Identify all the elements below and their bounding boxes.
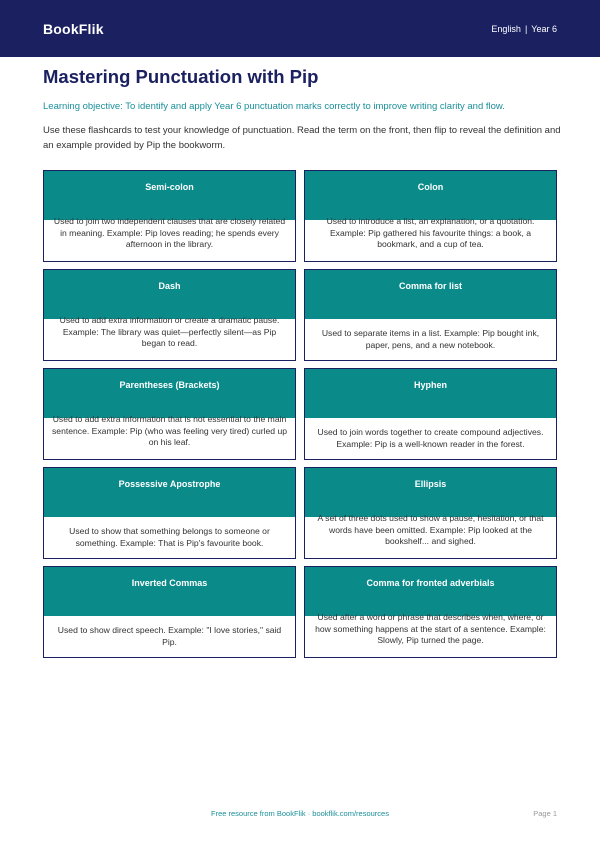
flashcard-possessive-apostrophe[interactable] <box>43 467 296 559</box>
header-bar <box>0 0 600 57</box>
flashcard-definition <box>44 616 295 657</box>
meta-separator: | <box>524 23 528 34</box>
definition-text: A set of three dots used to show a pause, hesitation, or that words have been omitted. Example: Pip looked at the bookshelf... and sighed. <box>317 513 544 546</box>
definition-text: Used to show that something belongs to someone or something. Example: That is Pip's favourite book. <box>69 526 270 548</box>
flashcard-term: Parentheses (Brackets) <box>44 369 295 418</box>
flashcard-definition <box>305 513 556 558</box>
flashcard-term: Comma for fronted adverbials <box>305 567 556 616</box>
flashcard-comma-fronted-adverbials[interactable] <box>304 566 557 658</box>
flashcard-term: Semi-colon <box>44 171 295 220</box>
flashcard-term: Possessive Apostrophe <box>44 468 295 517</box>
definition-text: Used to introduce a list, an explanation, or a quotation. Example: Pip gathered his favourite things: a book, a bookmark, and a cup of tea. <box>326 216 535 249</box>
definition-text: Used after a word or phrase that describes when, where, or how something happens at the start of a sentence. Example: Slowly, Pip turned the page. <box>315 612 546 645</box>
flashcard-definition <box>44 216 295 261</box>
flashcard-definition <box>305 612 556 657</box>
year-label: Year 6 <box>531 23 557 34</box>
page-title: Mastering Punctuation with Pip <box>43 66 319 87</box>
definition-text: Used to join words together to create compound adjectives. Example: Pip is a well-known reader in the forest. <box>317 427 544 449</box>
definition-text: Used to show direct speech. Example: "I love stories," said Pip. <box>57 625 282 647</box>
flashcard-definition <box>305 216 556 261</box>
flashcard-term: Comma for list <box>305 270 556 319</box>
intro-text: Use these flashcards to test your knowledge of punctuation. Read the term on the front, then flip to reveal the definition and an example provided by Pip the bookworm. <box>43 125 561 151</box>
flashcard-semi-colon[interactable] <box>43 170 296 262</box>
flashcard-term: Ellipsis <box>305 468 556 517</box>
flashcard-definition <box>305 319 556 360</box>
definition-text: Used to join two independent clauses that are closely related in meaning. Example: Pip loves reading; he spends every afternoon in the library. <box>53 216 286 249</box>
definition-text: Used to add extra information that is not essential to the main sentence. Example: Pip (who was feeling very tired) curled up on his leaf. <box>52 414 288 447</box>
brand-logo[interactable]: BookFlik <box>43 20 104 37</box>
flashcard-parentheses[interactable] <box>43 368 296 460</box>
flashcard-term: Inverted Commas <box>44 567 295 616</box>
subject-year <box>491 24 557 34</box>
flashcard-definition <box>305 418 556 459</box>
flashcard-term: Hyphen <box>305 369 556 418</box>
definition-text: Used to separate items in a list. Example: Pip bought ink, paper, pens, and a new notebook. <box>321 328 540 350</box>
flashcard-grid <box>43 170 557 658</box>
flashcard-inverted-commas[interactable] <box>43 566 296 658</box>
flashcard-dash[interactable] <box>43 269 296 361</box>
flashcard-definition <box>44 517 295 558</box>
flashcard-term: Dash <box>44 270 295 319</box>
definition-text: Used to add extra information or create a dramatic pause. Example: The library was quiet—perfectly silent—as Pip began to read. <box>59 315 280 348</box>
flashcard-comma-for-list[interactable] <box>304 269 557 361</box>
flashcard-definition <box>44 414 295 459</box>
flashcard-ellipsis[interactable] <box>304 467 557 559</box>
flashcard-hyphen[interactable] <box>304 368 557 460</box>
subject-label: English <box>491 23 521 34</box>
footer-resource-link[interactable]: Free resource from BookFlik · bookflik.com/resources <box>211 809 389 818</box>
flashcard-colon[interactable] <box>304 170 557 262</box>
flashcard-term: Colon <box>305 171 556 220</box>
flashcard-definition <box>44 315 295 360</box>
page-number: Page 1 <box>533 809 557 818</box>
learning-objective: Learning objective: To identify and apply Year 6 punctuation marks correctly to improve writing clarity and flow. <box>43 101 505 112</box>
